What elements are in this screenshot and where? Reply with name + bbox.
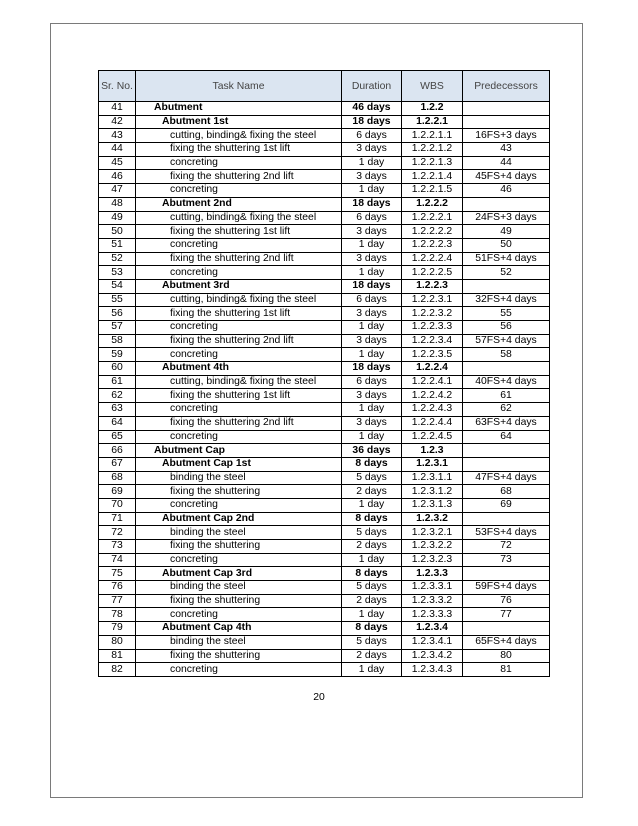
cell-sr-no: 70 bbox=[99, 498, 136, 512]
cell-duration: 18 days bbox=[342, 197, 402, 211]
cell-wbs: 1.2.2.4 bbox=[402, 362, 463, 376]
cell-duration: 46 days bbox=[342, 102, 402, 116]
cell-duration: 1 day bbox=[342, 266, 402, 280]
table-row bbox=[99, 553, 550, 567]
cell-wbs: 1.2.3.4.2 bbox=[402, 649, 463, 663]
cell-duration: 1 day bbox=[342, 663, 402, 677]
cell-task-name: fixing the shuttering 2nd lift bbox=[136, 334, 342, 348]
cell-duration: 6 days bbox=[342, 293, 402, 307]
cell-wbs: 1.2.3.1.2 bbox=[402, 485, 463, 499]
cell-sr-no: 61 bbox=[99, 375, 136, 389]
cell-sr-no: 63 bbox=[99, 403, 136, 417]
cell-task-name: cutting, binding& fixing the steel bbox=[136, 129, 342, 143]
cell-wbs: 1.2.3.3.1 bbox=[402, 581, 463, 595]
cell-predecessors: 40FS+4 days bbox=[463, 375, 550, 389]
cell-wbs: 1.2.3.3.2 bbox=[402, 594, 463, 608]
cell-wbs: 1.2.2.3.1 bbox=[402, 293, 463, 307]
header-predecessors: Predecessors bbox=[463, 71, 550, 102]
cell-wbs: 1.2.3.3.3 bbox=[402, 608, 463, 622]
cell-duration: 6 days bbox=[342, 211, 402, 225]
cell-task-name: Abutment Cap 1st bbox=[136, 457, 342, 471]
table-row bbox=[99, 307, 550, 321]
cell-sr-no: 48 bbox=[99, 197, 136, 211]
cell-sr-no: 65 bbox=[99, 430, 136, 444]
cell-predecessors bbox=[463, 362, 550, 376]
cell-predecessors: 69 bbox=[463, 498, 550, 512]
cell-task-name: binding the steel bbox=[136, 635, 342, 649]
cell-task-name: Abutment 1st bbox=[136, 115, 342, 129]
cell-predecessors: 64 bbox=[463, 430, 550, 444]
cell-task-name: concreting bbox=[136, 184, 342, 198]
cell-sr-no: 53 bbox=[99, 266, 136, 280]
table-row bbox=[99, 498, 550, 512]
cell-sr-no: 41 bbox=[99, 102, 136, 116]
cell-wbs: 1.2.2.4.3 bbox=[402, 403, 463, 417]
cell-wbs: 1.2.3 bbox=[402, 444, 463, 458]
cell-duration: 1 day bbox=[342, 156, 402, 170]
cell-sr-no: 60 bbox=[99, 362, 136, 376]
cell-sr-no: 49 bbox=[99, 211, 136, 225]
table-row bbox=[99, 594, 550, 608]
table-row bbox=[99, 512, 550, 526]
cell-sr-no: 58 bbox=[99, 334, 136, 348]
cell-predecessors: 57FS+4 days bbox=[463, 334, 550, 348]
cell-duration: 1 day bbox=[342, 430, 402, 444]
cell-duration: 6 days bbox=[342, 129, 402, 143]
cell-task-name: concreting bbox=[136, 498, 342, 512]
cell-sr-no: 69 bbox=[99, 485, 136, 499]
table-row bbox=[99, 238, 550, 252]
cell-wbs: 1.2.2.4.5 bbox=[402, 430, 463, 444]
cell-sr-no: 68 bbox=[99, 471, 136, 485]
table-row bbox=[99, 143, 550, 157]
cell-wbs: 1.2.3.2.1 bbox=[402, 526, 463, 540]
cell-duration: 18 days bbox=[342, 279, 402, 293]
cell-duration: 2 days bbox=[342, 485, 402, 499]
cell-duration: 1 day bbox=[342, 403, 402, 417]
cell-sr-no: 64 bbox=[99, 416, 136, 430]
cell-duration: 3 days bbox=[342, 334, 402, 348]
cell-task-name: concreting bbox=[136, 553, 342, 567]
cell-duration: 3 days bbox=[342, 389, 402, 403]
table-row bbox=[99, 252, 550, 266]
cell-task-name: concreting bbox=[136, 663, 342, 677]
cell-wbs: 1.2.3.2.3 bbox=[402, 553, 463, 567]
table-row bbox=[99, 457, 550, 471]
cell-task-name: fixing the shuttering bbox=[136, 485, 342, 499]
cell-predecessors: 76 bbox=[463, 594, 550, 608]
cell-duration: 8 days bbox=[342, 567, 402, 581]
table-row bbox=[99, 485, 550, 499]
table-row bbox=[99, 526, 550, 540]
cell-duration: 18 days bbox=[342, 115, 402, 129]
cell-task-name: Abutment 3rd bbox=[136, 279, 342, 293]
cell-wbs: 1.2.2.4.1 bbox=[402, 375, 463, 389]
cell-duration: 3 days bbox=[342, 252, 402, 266]
cell-task-name: fixing the shuttering 1st lift bbox=[136, 225, 342, 239]
table-row bbox=[99, 375, 550, 389]
cell-sr-no: 73 bbox=[99, 540, 136, 554]
cell-duration: 1 day bbox=[342, 184, 402, 198]
cell-wbs: 1.2.2.4.2 bbox=[402, 389, 463, 403]
cell-wbs: 1.2.3.1.1 bbox=[402, 471, 463, 485]
cell-sr-no: 77 bbox=[99, 594, 136, 608]
table-row bbox=[99, 211, 550, 225]
cell-duration: 1 day bbox=[342, 553, 402, 567]
table-row bbox=[99, 334, 550, 348]
cell-task-name: concreting bbox=[136, 321, 342, 335]
cell-task-name: cutting, binding& fixing the steel bbox=[136, 211, 342, 225]
cell-wbs: 1.2.2.2.2 bbox=[402, 225, 463, 239]
cell-task-name: concreting bbox=[136, 403, 342, 417]
cell-predecessors: 59FS+4 days bbox=[463, 581, 550, 595]
cell-sr-no: 78 bbox=[99, 608, 136, 622]
cell-sr-no: 59 bbox=[99, 348, 136, 362]
cell-wbs: 1.2.3.1 bbox=[402, 457, 463, 471]
cell-duration: 5 days bbox=[342, 471, 402, 485]
table-row bbox=[99, 129, 550, 143]
cell-duration: 2 days bbox=[342, 649, 402, 663]
cell-sr-no: 76 bbox=[99, 581, 136, 595]
cell-task-name: Abutment 4th bbox=[136, 362, 342, 376]
table-row bbox=[99, 225, 550, 239]
page-number: 20 bbox=[313, 692, 325, 703]
cell-predecessors: 45FS+4 days bbox=[463, 170, 550, 184]
table-row bbox=[99, 622, 550, 636]
cell-predecessors: 63FS+4 days bbox=[463, 416, 550, 430]
cell-wbs: 1.2.2.3.5 bbox=[402, 348, 463, 362]
cell-duration: 2 days bbox=[342, 594, 402, 608]
cell-duration: 5 days bbox=[342, 635, 402, 649]
cell-predecessors: 61 bbox=[463, 389, 550, 403]
cell-predecessors: 43 bbox=[463, 143, 550, 157]
table-row bbox=[99, 403, 550, 417]
table-row bbox=[99, 540, 550, 554]
cell-predecessors: 44 bbox=[463, 156, 550, 170]
cell-duration: 6 days bbox=[342, 375, 402, 389]
cell-predecessors: 52 bbox=[463, 266, 550, 280]
cell-wbs: 1.2.2.2.4 bbox=[402, 252, 463, 266]
cell-task-name: concreting bbox=[136, 608, 342, 622]
cell-task-name: Abutment Cap 4th bbox=[136, 622, 342, 636]
table-row bbox=[99, 197, 550, 211]
table-row bbox=[99, 156, 550, 170]
table-row bbox=[99, 581, 550, 595]
table-row bbox=[99, 170, 550, 184]
cell-predecessors: 51FS+4 days bbox=[463, 252, 550, 266]
cell-task-name: fixing the shuttering 2nd lift bbox=[136, 170, 342, 184]
cell-predecessors bbox=[463, 567, 550, 581]
cell-duration: 18 days bbox=[342, 362, 402, 376]
table-row bbox=[99, 102, 550, 116]
cell-duration: 3 days bbox=[342, 170, 402, 184]
cell-duration: 3 days bbox=[342, 416, 402, 430]
cell-sr-no: 55 bbox=[99, 293, 136, 307]
cell-task-name: concreting bbox=[136, 348, 342, 362]
cell-wbs: 1.2.3.4.1 bbox=[402, 635, 463, 649]
cell-predecessors: 58 bbox=[463, 348, 550, 362]
cell-sr-no: 81 bbox=[99, 649, 136, 663]
cell-task-name: fixing the shuttering 1st lift bbox=[136, 143, 342, 157]
cell-task-name: fixing the shuttering bbox=[136, 594, 342, 608]
cell-sr-no: 71 bbox=[99, 512, 136, 526]
cell-sr-no: 56 bbox=[99, 307, 136, 321]
cell-duration: 8 days bbox=[342, 622, 402, 636]
cell-sr-no: 66 bbox=[99, 444, 136, 458]
cell-predecessors bbox=[463, 197, 550, 211]
cell-task-name: fixing the shuttering 2nd lift bbox=[136, 416, 342, 430]
cell-wbs: 1.2.2.1.1 bbox=[402, 129, 463, 143]
table-row bbox=[99, 567, 550, 581]
cell-wbs: 1.2.2.3.3 bbox=[402, 321, 463, 335]
cell-duration: 3 days bbox=[342, 143, 402, 157]
cell-sr-no: 46 bbox=[99, 170, 136, 184]
header-wbs: WBS bbox=[402, 71, 463, 102]
cell-wbs: 1.2.2.1.3 bbox=[402, 156, 463, 170]
cell-predecessors: 72 bbox=[463, 540, 550, 554]
cell-predecessors: 80 bbox=[463, 649, 550, 663]
cell-task-name: fixing the shuttering 1st lift bbox=[136, 307, 342, 321]
cell-task-name: fixing the shuttering 2nd lift bbox=[136, 252, 342, 266]
cell-task-name: concreting bbox=[136, 430, 342, 444]
cell-sr-no: 57 bbox=[99, 321, 136, 335]
table-row bbox=[99, 184, 550, 198]
table-row bbox=[99, 608, 550, 622]
cell-predecessors bbox=[463, 102, 550, 116]
cell-wbs: 1.2.2.1.4 bbox=[402, 170, 463, 184]
cell-sr-no: 45 bbox=[99, 156, 136, 170]
cell-wbs: 1.2.2.3.2 bbox=[402, 307, 463, 321]
cell-predecessors bbox=[463, 115, 550, 129]
table-header-row bbox=[99, 71, 550, 102]
header-task-name: Task Name bbox=[136, 71, 342, 102]
cell-sr-no: 72 bbox=[99, 526, 136, 540]
table-row bbox=[99, 115, 550, 129]
cell-sr-no: 51 bbox=[99, 238, 136, 252]
cell-predecessors: 77 bbox=[463, 608, 550, 622]
cell-task-name: Abutment Cap 2nd bbox=[136, 512, 342, 526]
cell-sr-no: 50 bbox=[99, 225, 136, 239]
table-row bbox=[99, 416, 550, 430]
header-sr-no: Sr. No. bbox=[99, 71, 136, 102]
header-duration: Duration bbox=[342, 71, 402, 102]
cell-duration: 1 day bbox=[342, 321, 402, 335]
cell-wbs: 1.2.2.2.1 bbox=[402, 211, 463, 225]
cell-duration: 36 days bbox=[342, 444, 402, 458]
cell-predecessors: 49 bbox=[463, 225, 550, 239]
cell-duration: 5 days bbox=[342, 526, 402, 540]
cell-wbs: 1.2.2.3 bbox=[402, 279, 463, 293]
table-row bbox=[99, 266, 550, 280]
table-row bbox=[99, 389, 550, 403]
cell-duration: 1 day bbox=[342, 348, 402, 362]
cell-predecessors: 50 bbox=[463, 238, 550, 252]
table-body bbox=[99, 102, 550, 677]
cell-wbs: 1.2.2.3.4 bbox=[402, 334, 463, 348]
cell-duration: 8 days bbox=[342, 512, 402, 526]
cell-duration: 1 day bbox=[342, 238, 402, 252]
cell-duration: 8 days bbox=[342, 457, 402, 471]
cell-sr-no: 79 bbox=[99, 622, 136, 636]
cell-predecessors bbox=[463, 457, 550, 471]
cell-task-name: Abutment Cap bbox=[136, 444, 342, 458]
cell-task-name: Abutment bbox=[136, 102, 342, 116]
cell-task-name: concreting bbox=[136, 156, 342, 170]
table-row bbox=[99, 321, 550, 335]
cell-sr-no: 74 bbox=[99, 553, 136, 567]
cell-predecessors: 47FS+4 days bbox=[463, 471, 550, 485]
cell-sr-no: 62 bbox=[99, 389, 136, 403]
cell-task-name: Abutment 2nd bbox=[136, 197, 342, 211]
cell-task-name: concreting bbox=[136, 238, 342, 252]
cell-sr-no: 80 bbox=[99, 635, 136, 649]
cell-sr-no: 43 bbox=[99, 129, 136, 143]
cell-wbs: 1.2.3.4.3 bbox=[402, 663, 463, 677]
cell-sr-no: 67 bbox=[99, 457, 136, 471]
cell-duration: 1 day bbox=[342, 608, 402, 622]
cell-wbs: 1.2.2.2 bbox=[402, 197, 463, 211]
cell-wbs: 1.2.3.2 bbox=[402, 512, 463, 526]
cell-wbs: 1.2.3.4 bbox=[402, 622, 463, 636]
cell-wbs: 1.2.2.2.5 bbox=[402, 266, 463, 280]
cell-wbs: 1.2.2.4.4 bbox=[402, 416, 463, 430]
table-row bbox=[99, 293, 550, 307]
schedule-table bbox=[98, 70, 550, 677]
cell-task-name: Abutment Cap 3rd bbox=[136, 567, 342, 581]
cell-duration: 3 days bbox=[342, 307, 402, 321]
cell-predecessors: 81 bbox=[463, 663, 550, 677]
cell-duration: 2 days bbox=[342, 540, 402, 554]
table-row bbox=[99, 348, 550, 362]
cell-wbs: 1.2.2.1 bbox=[402, 115, 463, 129]
cell-predecessors: 65FS+4 days bbox=[463, 635, 550, 649]
cell-predecessors bbox=[463, 279, 550, 293]
cell-predecessors: 73 bbox=[463, 553, 550, 567]
cell-task-name: fixing the shuttering bbox=[136, 540, 342, 554]
cell-task-name: cutting, binding& fixing the steel bbox=[136, 375, 342, 389]
cell-task-name: cutting, binding& fixing the steel bbox=[136, 293, 342, 307]
cell-sr-no: 47 bbox=[99, 184, 136, 198]
cell-predecessors bbox=[463, 444, 550, 458]
table-row bbox=[99, 430, 550, 444]
cell-wbs: 1.2.2.2.3 bbox=[402, 238, 463, 252]
cell-duration: 3 days bbox=[342, 225, 402, 239]
cell-sr-no: 44 bbox=[99, 143, 136, 157]
cell-task-name: binding the steel bbox=[136, 526, 342, 540]
cell-duration: 5 days bbox=[342, 581, 402, 595]
cell-sr-no: 42 bbox=[99, 115, 136, 129]
cell-wbs: 1.2.2.1.5 bbox=[402, 184, 463, 198]
cell-predecessors bbox=[463, 512, 550, 526]
cell-wbs: 1.2.2 bbox=[402, 102, 463, 116]
table-row bbox=[99, 663, 550, 677]
cell-predecessors: 32FS+4 days bbox=[463, 293, 550, 307]
table-row bbox=[99, 649, 550, 663]
cell-task-name: concreting bbox=[136, 266, 342, 280]
cell-wbs: 1.2.2.1.2 bbox=[402, 143, 463, 157]
cell-predecessors: 24FS+3 days bbox=[463, 211, 550, 225]
cell-task-name: fixing the shuttering bbox=[136, 649, 342, 663]
cell-wbs: 1.2.3.3 bbox=[402, 567, 463, 581]
cell-sr-no: 82 bbox=[99, 663, 136, 677]
cell-predecessors: 16FS+3 days bbox=[463, 129, 550, 143]
cell-task-name: fixing the shuttering 1st lift bbox=[136, 389, 342, 403]
cell-task-name: binding the steel bbox=[136, 471, 342, 485]
cell-predecessors: 56 bbox=[463, 321, 550, 335]
table-row bbox=[99, 471, 550, 485]
cell-sr-no: 54 bbox=[99, 279, 136, 293]
cell-sr-no: 52 bbox=[99, 252, 136, 266]
cell-predecessors: 55 bbox=[463, 307, 550, 321]
cell-task-name: binding the steel bbox=[136, 581, 342, 595]
cell-predecessors: 53FS+4 days bbox=[463, 526, 550, 540]
table-row bbox=[99, 362, 550, 376]
table-row bbox=[99, 279, 550, 293]
cell-predecessors bbox=[463, 622, 550, 636]
table-row bbox=[99, 444, 550, 458]
cell-predecessors: 68 bbox=[463, 485, 550, 499]
cell-sr-no: 75 bbox=[99, 567, 136, 581]
table-row bbox=[99, 635, 550, 649]
cell-wbs: 1.2.3.1.3 bbox=[402, 498, 463, 512]
cell-duration: 1 day bbox=[342, 498, 402, 512]
cell-predecessors: 62 bbox=[463, 403, 550, 417]
cell-wbs: 1.2.3.2.2 bbox=[402, 540, 463, 554]
cell-predecessors: 46 bbox=[463, 184, 550, 198]
